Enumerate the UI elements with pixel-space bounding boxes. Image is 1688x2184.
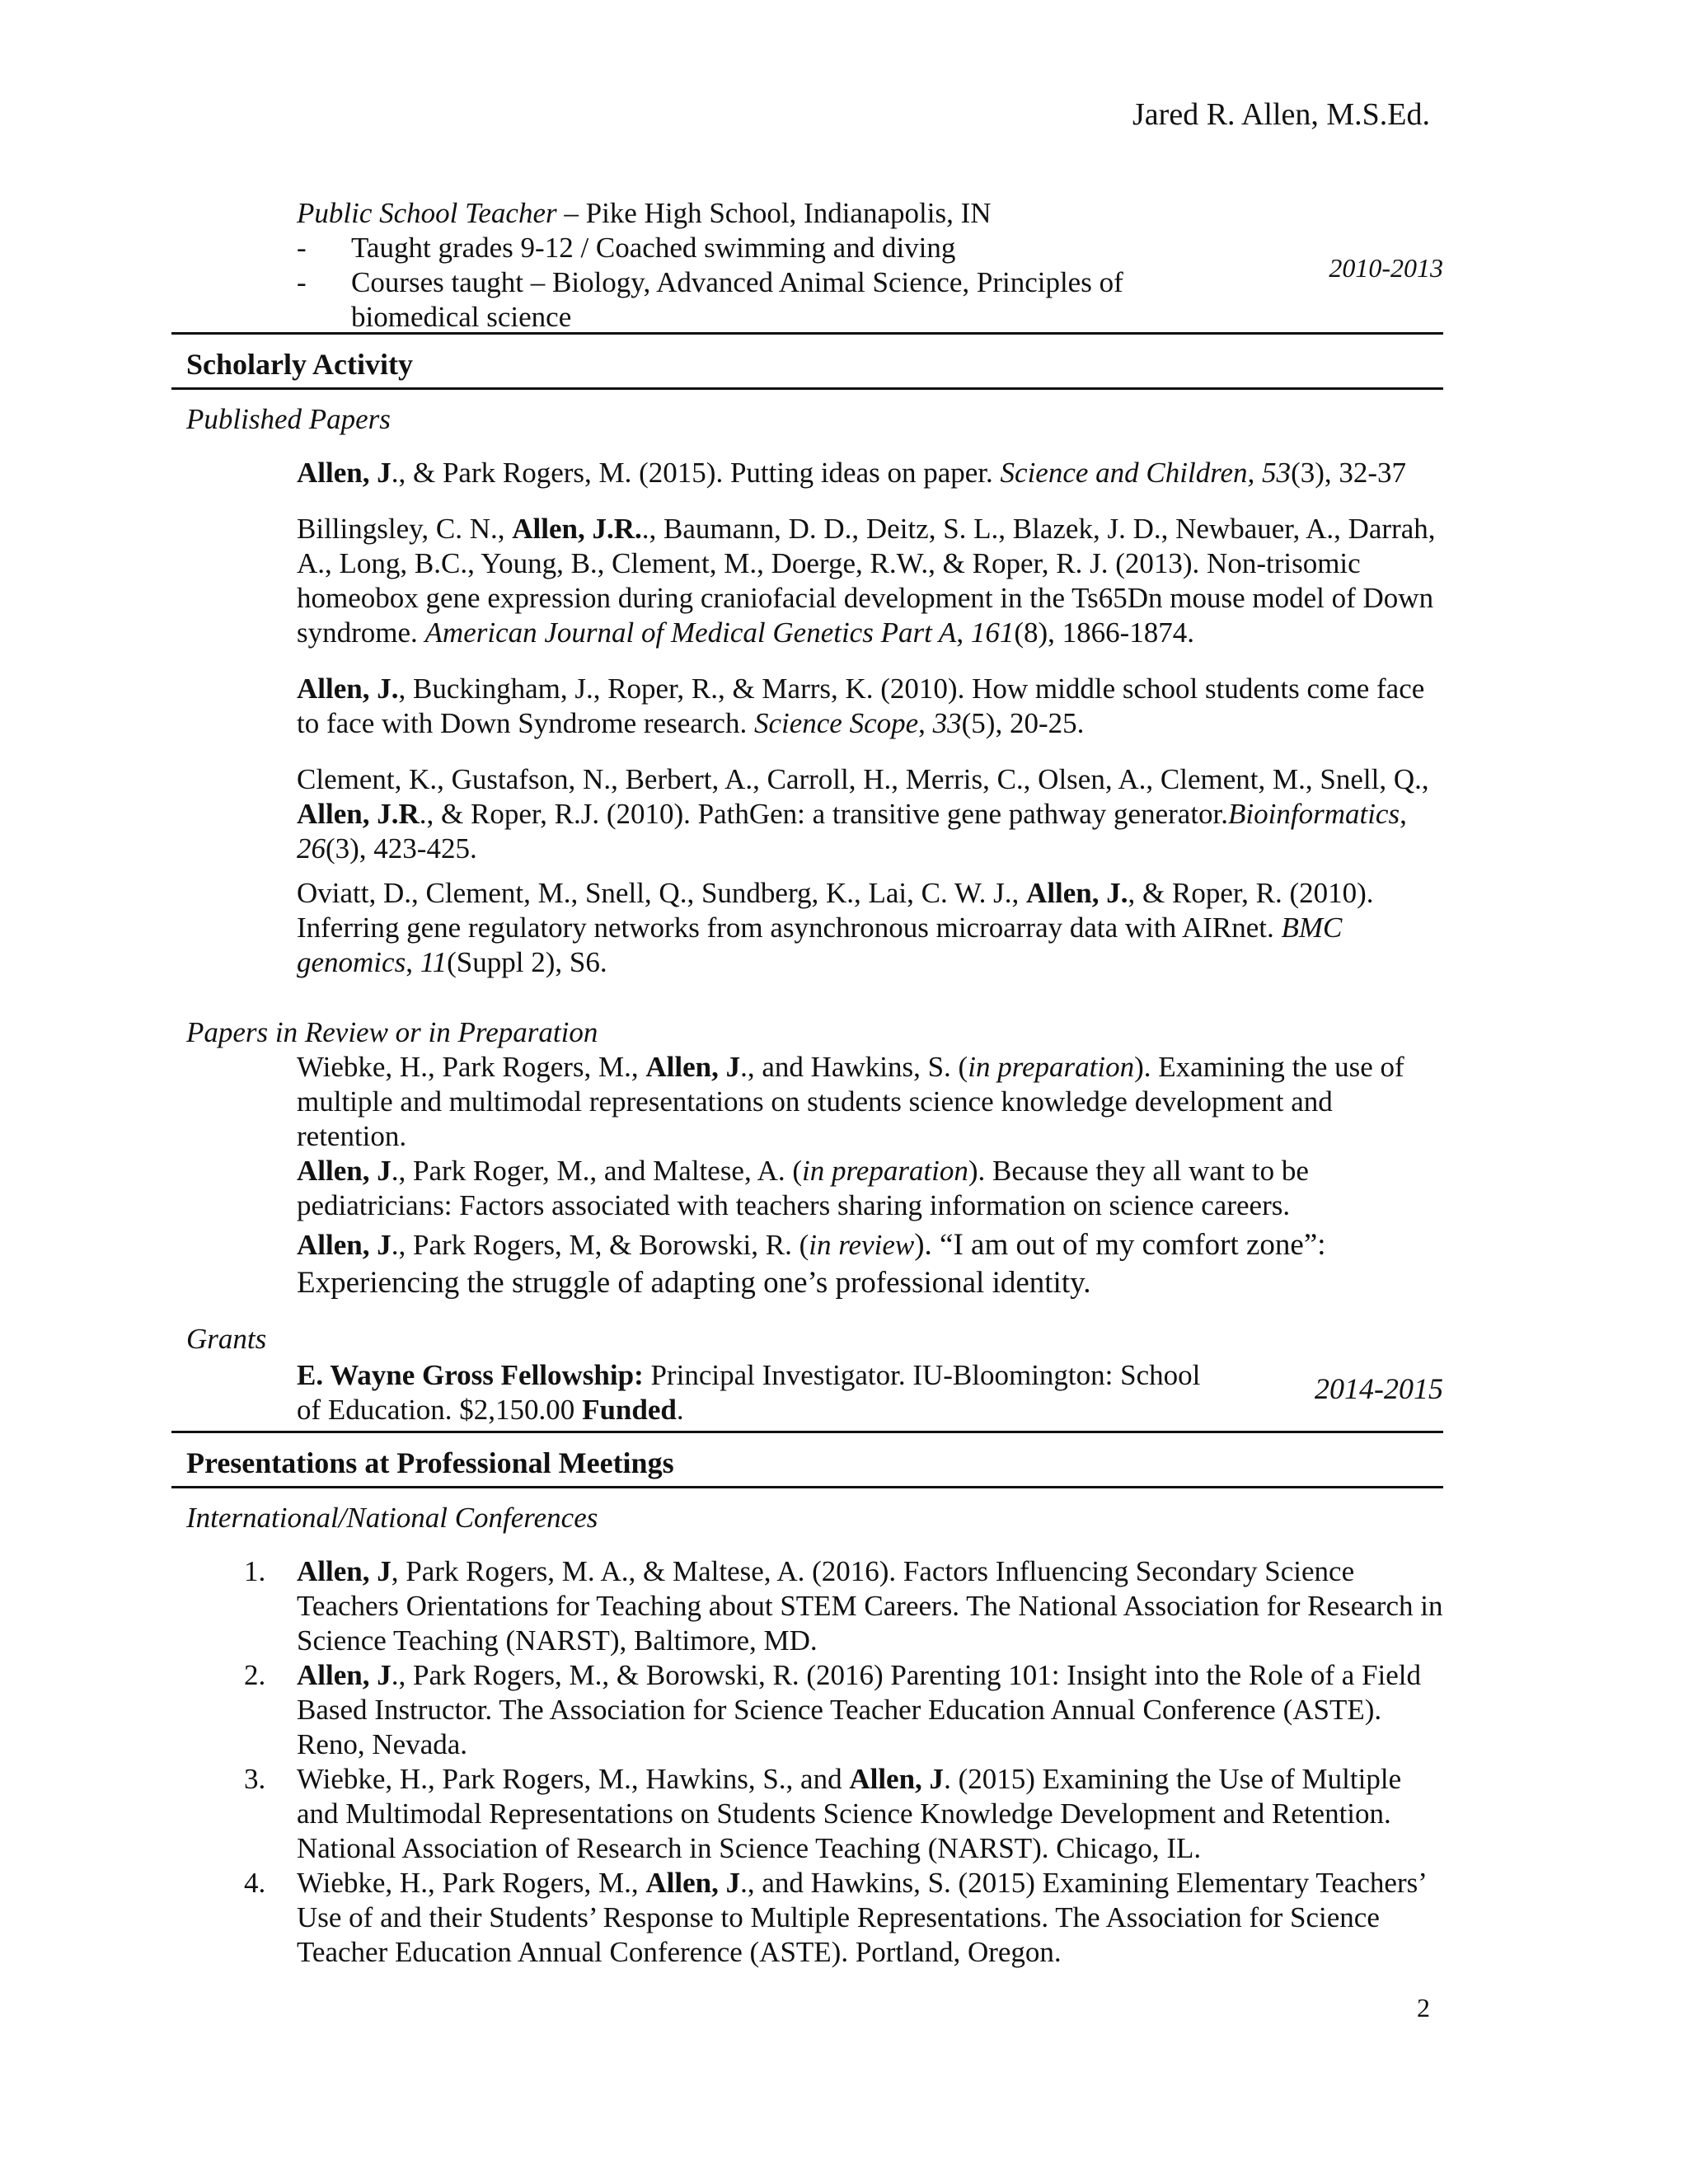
paper-citation: Billingsley, C. N., Allen, J.R.., Baumann, D. D., Deitz, S. L., Blazek, J. D., Newbauer, A., Darrah, A., Long, B.C., Young, B., Clement, M., Doerge, R.W., & Roper, R. J. (2013). Non-trisomic homeobox gene expression during craniofacial development in the Ts65Dn mouse model of Down syndrome. American Journal of Medical Genetics Part A, 161(8), 1866-1874.: [297, 513, 1436, 649]
teaching-bullet: - Taught grades 9-12 / Coached swimming and diving: [297, 232, 956, 264]
review-citation: Allen, J., Park Roger, M., and Maltese, A. (in preparation). Because they all want to be pediatricians: Factors associated with teachers sharing information on science careers.: [297, 1155, 1309, 1221]
published-papers-heading: Published Papers: [186, 403, 391, 435]
conferences-heading: International/National Conferences: [186, 1502, 598, 1534]
teaching-bullet: - Courses taught – Biology, Advanced Animal Science, Principles of biomedical science: [297, 266, 1123, 333]
presentation-item: 2. Allen, J., Park Rogers, M., & Borowski, R. (2016) Parenting 101: Insight into the Role of a Field Based Instructor. The Association for Science Teacher Education Annual Conference (ASTE). Reno, Nevada.: [244, 1659, 1421, 1760]
review-papers-list: [297, 1050, 1444, 1302]
review-citation: Wiebke, H., Park Rogers, M., Allen, J., and Hawkins, S. (in preparation). Examining the use of multiple and multimodal representations on students science knowledge development and retention.: [297, 1051, 1404, 1152]
presentation-item: 4. Wiebke, H., Park Rogers, M., Allen, J., and Hawkins, S. (2015) Examining Elementary Teachers’ Use of and their Students’ Response to Multiple Representations. The Association for Science Teacher Education Annual Conference (ASTE). Portland, Oregon.: [244, 1867, 1426, 1968]
teaching-role: Public School Teacher: [297, 197, 557, 229]
grants-heading: Grants: [186, 1323, 267, 1355]
paper-citation: Allen, J., Buckingham, J., Roper, R., & Marrs, K. (2010). How middle school students come face to face with Down Syndrome research. Science Scope, 33(5), 20-25.: [297, 673, 1425, 739]
teaching-dates: 2010-2013: [1329, 253, 1443, 283]
presentation-item: 1. Allen, J, Park Rogers, M. A., & Maltese, A. (2016). Factors Influencing Secondary Science Teachers Orientations for Teaching about STEM Careers. The National Association for Research in Science Teaching (NARST), Baltimore, MD.: [244, 1555, 1443, 1657]
review-papers-heading: Papers in Review or in Preparation: [186, 1016, 598, 1048]
grant-entry: E. Wayne Gross Fellowship: Principal Investigator. IU-Bloomington: School of Education. $2,150.00 Funded.: [297, 1359, 1201, 1426]
section-rule: [171, 332, 1443, 335]
review-citation: Allen, J., Park Rogers, M, & Borowski, R. (in review). “I am out of my comfort zone”: Experiencing the struggle of adapting one’s professional identity.: [297, 1228, 1326, 1300]
section-rule: [171, 1431, 1443, 1433]
paper-citation: Clement, K., Gustafson, N., Berbert, A., Carroll, H., Merris, C., Olsen, A., Clement, M., Snell, Q., Allen, J.R., & Roper, R.J. (2010). PathGen: a transitive gene pathway generator.Bioinformatics, 26(3), 423-425.: [297, 763, 1429, 865]
teaching-school: – Pike High School, Indianapolis, IN: [556, 197, 992, 229]
header-name: Jared R. Allen, M.S.Ed.: [1132, 97, 1430, 132]
teaching-entry: [297, 196, 1187, 335]
presentations-list: [244, 1554, 1444, 1970]
page-number: 2: [1417, 1993, 1430, 2022]
section-rule: [171, 387, 1443, 390]
paper-citation: Allen, J., & Park Rogers, M. (2015). Putting ideas on paper. Science and Children, 53(3), 32-37: [297, 457, 1407, 489]
published-papers-list: [297, 456, 1444, 980]
teaching-title: [297, 196, 1187, 231]
section-rule: [171, 1486, 1443, 1488]
paper-citation: Oviatt, D., Clement, M., Snell, Q., Sundberg, K., Lai, C. W. J., Allen, J., & Roper, R. (2010). Inferring gene regulatory networks from asynchronous microarray data with AIRnet. BMC genomics, 11(Suppl 2), S6.: [297, 877, 1374, 978]
grant-dates: 2014-2015: [1315, 1372, 1443, 1405]
section-heading-scholarly: Scholarly Activity: [186, 348, 413, 381]
section-heading-presentations: Presentations at Professional Meetings: [186, 1446, 674, 1479]
presentation-item: 3. Wiebke, H., Park Rogers, M., Hawkins, S., and Allen, J. (2015) Examining the Use of Multiple and Multimodal Representations on Students Science Knowledge Development and Retention. National Association of Research in Science Teaching (NARST). Chicago, IL.: [244, 1763, 1402, 1864]
